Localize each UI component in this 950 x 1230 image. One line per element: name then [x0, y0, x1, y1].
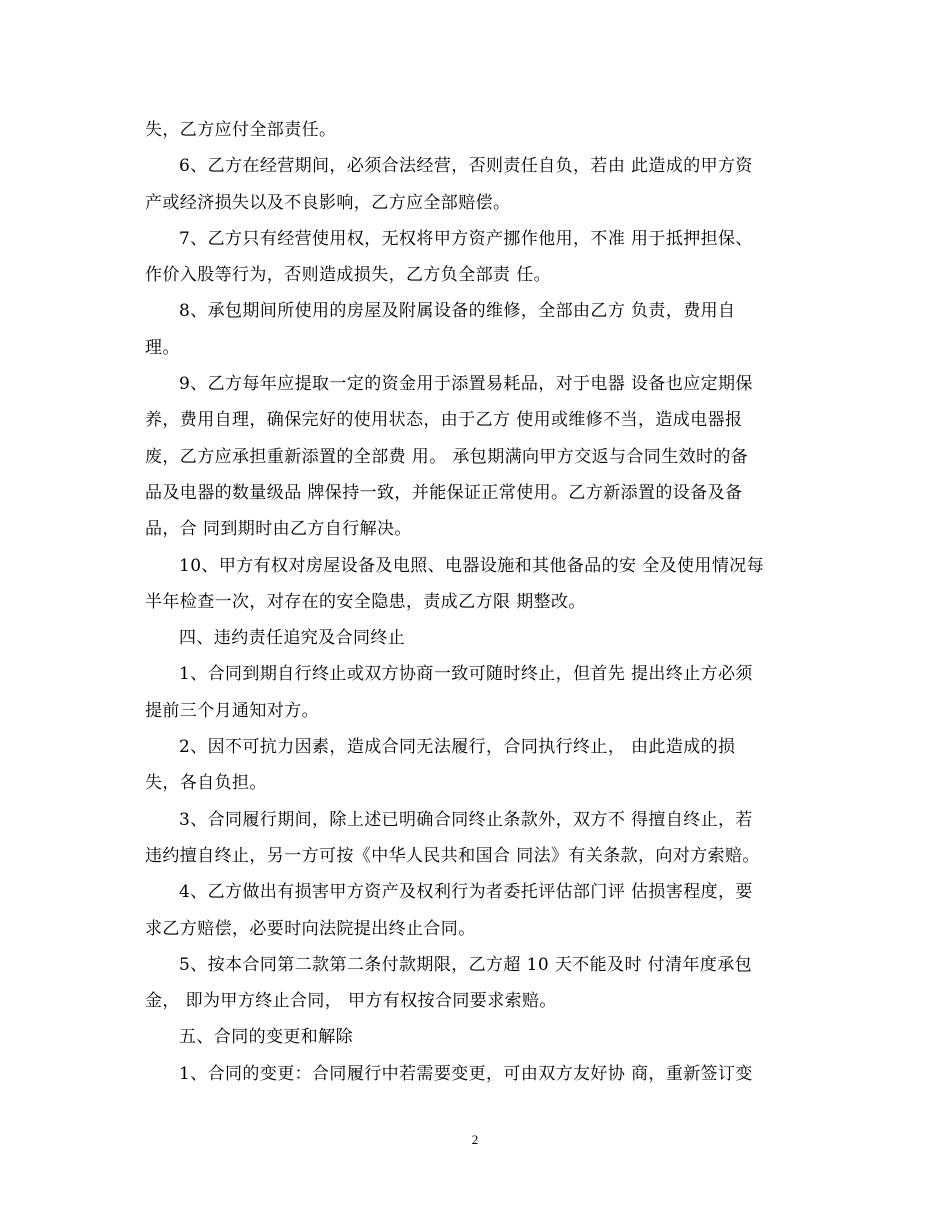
text-line: 品及电器的数量级品 牌保持一致，并能保证正常使用。乙方新添置的设备及备	[145, 482, 743, 503]
text-line: 失，各自负担。	[145, 773, 267, 794]
text-line: 4、乙方做出有损害甲方资产及权利行为者委托评估部门评 估损害程度，要	[179, 882, 753, 903]
text-line: 1、合同到期自行终止或双方协商一致可随时终止，但首先 提出终止方必须	[179, 664, 753, 685]
text-line: 8、承包期间所使用的房屋及附属设备的维修，全部由乙方 负责，费用自	[179, 301, 736, 322]
text-line: 品，合 同到期时由乙方自行解决。	[145, 519, 412, 540]
text-line: 废，乙方应承担重新添置的全部费 用。 承包期满向甲方交返与合同生效时的备	[145, 446, 749, 467]
contract-body-text	[145, 112, 810, 1092]
section-heading: 五、合同的变更和解除	[179, 1027, 353, 1048]
text-line: 违约擅自终止，另一方可按《中华人民共和国合 同法》有关条款，向对方索赔。	[145, 845, 760, 866]
text-line: 养，费用自理，确保完好的使用状态，由于乙方 使用或维修不当，造成电器报	[145, 410, 743, 431]
text-line: 作价入股等行为，否则造成损失，乙方负全部责 任。	[145, 265, 552, 286]
text-line: 提前三个月通知对方。	[145, 700, 319, 721]
text-line: 7、乙方只有经营使用权，无权将甲方资产挪作他用，不准 用于抵押担保、	[179, 228, 753, 249]
text-line: 2、因不可抗力因素，造成合同无法履行，合同执行终止， 由此造成的损	[179, 737, 736, 758]
text-line: 金， 即为甲方终止合同， 甲方有权按合同要求索赔。	[145, 991, 557, 1012]
text-line: 产或经济损失以及不良影响，乙方应全部赔偿。	[145, 192, 511, 213]
section-heading: 四、违约责任追究及合同终止	[179, 628, 406, 649]
text-line: 失，乙方应付全部责任。	[145, 120, 337, 140]
text-line: 9、乙方每年应提取一定的资金用于添置易耗品，对于电器 设备也应定期保	[179, 374, 753, 395]
text-line: 求乙方赔偿，必要时向法院提出终止合同。	[145, 918, 476, 939]
text-line: 半年检查一次，对存在的安全隐患，责成乙方限 期整改。	[145, 591, 586, 612]
text-line: 3、合同履行期间，除上述已明确合同终止条款外，双方不 得擅自终止，若	[179, 809, 753, 830]
text-line: 6、乙方在经营期间，必须合法经营，否则责任自负，若由 此造成的甲方资	[179, 156, 753, 177]
page-number: 2	[471, 1132, 479, 1147]
text-line: 5、按本合同第二款第二条付款期限，乙方超 10 天不能及时 付清年度承包	[179, 954, 753, 975]
text-line: 理。	[145, 337, 180, 358]
text-line: 1、合同的变更：合同履行中若需要变更，可由双方友好协 商，重新签订变	[179, 1063, 753, 1084]
text-line: 10、甲方有权对房屋设备及电照、电器设施和其他备品的安 全及使用情况每	[179, 555, 765, 576]
